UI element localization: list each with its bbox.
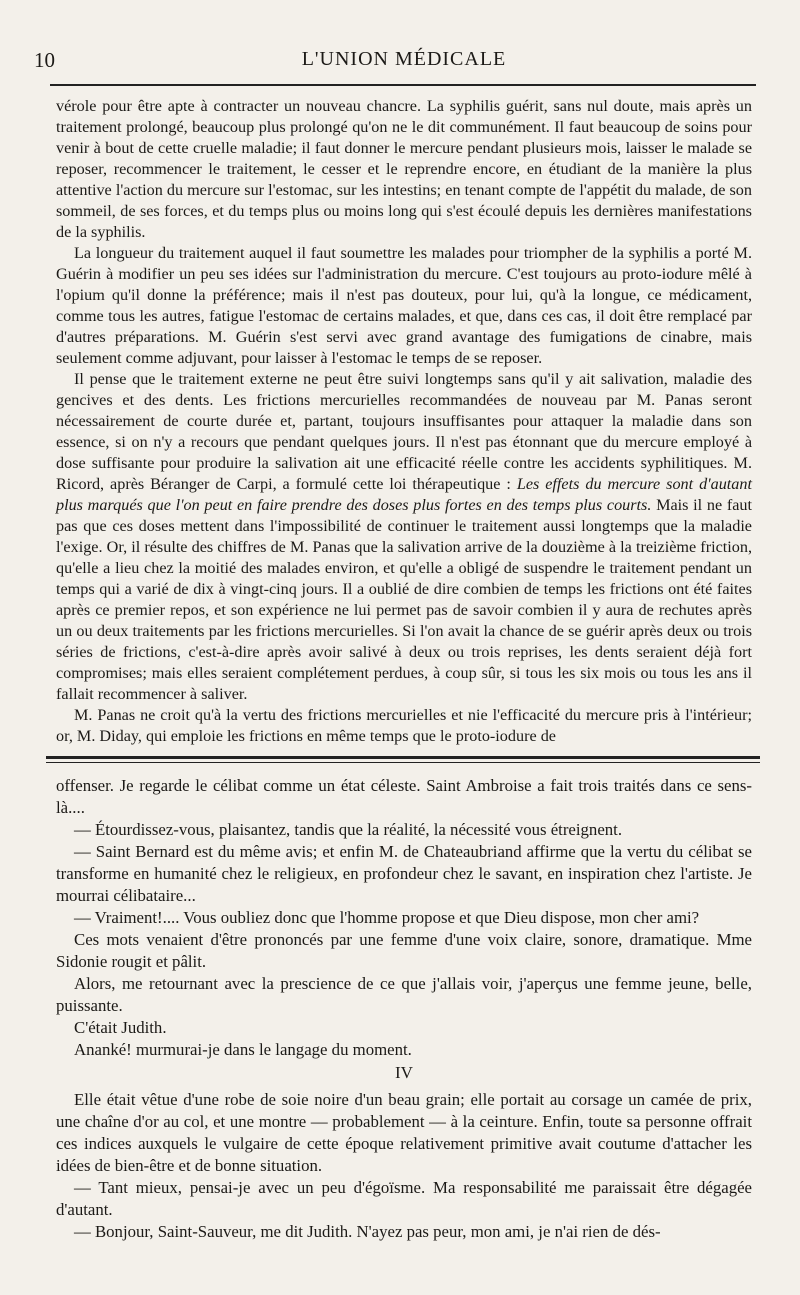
feuilleton-paragraph: offenser. Je regarde le célibat comme un état céleste. Saint Ambroise a fait trois traités dans ce sens-là.... xyxy=(56,776,752,817)
feuilleton-paragraph: — Étourdissez-vous, plaisantez, tandis que la réalité, la nécessité vous étreignent. xyxy=(74,820,623,839)
article-paragraph-text: Il pense que le traitement externe ne peut être suivi longtemps sans qu'il y ait salivation, maladie des gencives et des dents. Les frictions mercurielles recommandées de nouveau par M. Panas seront nécessairement de courte durée et, partant, toujours insuffisantes pour attaquer la maladie dans son essence, si on n'y a recours que pendant quelques jours. Il n'est pas étonnant que du mercure employé à dose suffisante pour produire la salivation ait une efficacité réelle contre les accidents syphilitiques. M. Ricord, après Béranger de Carpi, a formulé cette loi thérapeutique : xyxy=(56,370,752,493)
feuilleton-section xyxy=(56,775,752,1243)
article-paragraph-continuation: Mais il ne faut pas que ces doses mettent dans l'impossibilité de continuer le traitement aussi longtemps que la maladie l'exige. Or, il résulte des chiffres de M. Panas que la salivation arrive de la douzième à la treizième friction, qu'elle a lieu chez la moitié des malades environ, et qu'elle a obligé de suspendre le traitement pendant un temps qui a varié de dix à vingt-cinq jours. Il a oublié de dire combien de temps les frictions ont été faites après ce premier repos, et son expérience ne lui permet pas de savoir combien il y aura de rechutes après un ou deux traitements par les frictions mercurielles. Si l'on avait la chance de se guérir après deux ou trois séries de frictions, c'est-à-dire après avoir salivé à deux ou trois reprises, les dents seraient déjà fort compromises; mais elles seraient complétement perdues, à coup sûr, si tous les six mois ou tous les ans il fallait recommencer à saliver. xyxy=(56,496,752,703)
feuilleton-paragraph: — Saint Bernard est du même avis; et enfin M. de Chateaubriand affirme que la vertu du célibat se transforme en humanité chez le religieux, en profondeur chez le savant, en inspiration chez l'artiste. Je mourrai célibataire... xyxy=(56,842,752,905)
feuilleton-paragraph: Ces mots venaient d'être prononcés par une femme d'une voix claire, sonore, dramatique. Mme Sidonie rougit et pâlit. xyxy=(56,930,752,971)
feuilleton-paragraph: Elle était vêtue d'une robe de soie noire d'un beau grain; elle portait au corsage un camée de prix, une chaîne d'or au col, et une montre — probablement — à la ceinture. Enfin, toute sa personne offrait ces indices auxquels le vulgaire de cette époque relativement primitive avait coutume d'attacher les idées de bien-être et de bonne situation. xyxy=(56,1090,752,1175)
feuilleton-paragraph: Alors, me retournant avec la prescience de ce que j'allais voir, j'aperçus une femme jeune, belle, puissante. xyxy=(56,974,752,1015)
feuilleton-separator xyxy=(46,756,760,763)
article-paragraph: M. Panas ne croit qu'à la vertu des frictions mercurielles et nie l'efficacité du mercure pris à l'intérieur; or, M. Diday, qui emploie les frictions en même temps que le proto-iodure de xyxy=(56,706,752,745)
feuilleton-paragraph: Ananké! murmurai-je dans le langage du moment. xyxy=(74,1040,412,1059)
article-paragraph: La longueur du traitement auquel il faut soumettre les malades pour triompher de la syphilis a porté M. Guérin à modifier un peu ses idées sur l'administration du mercure. C'est toujours au proto-iodure mêlé à l'opium qu'il donne la préférence; mais il n'est pas douteux, pour lui, qu'à la longue, ce médicament, comme tous les autres, fatigue l'estomac de certains malades, et que, dans ces cas, il doit être remplacé par d'autres préparations. M. Guérin s'est servi avec grand avantage des fumigations de cinabre, mais seulement comme adjuvant, pour laisser à l'estomac le temps de se reposer. xyxy=(56,244,752,367)
page-number: 10 xyxy=(34,48,55,72)
feuilleton-paragraph: — Tant mieux, pensai-je avec un peu d'égoïsme. Ma responsabilité me paraissait être dégagée d'autant. xyxy=(56,1178,752,1219)
page-header xyxy=(34,42,752,76)
feuilleton-paragraph: C'était Judith. xyxy=(74,1018,167,1037)
chapter-heading: IV xyxy=(395,1063,413,1082)
therapeutic-law-quote: Les effets du mercure sont d'autant plus marqués que l'on peut en faire prendre des doses plus fortes en des temps plus courts. xyxy=(56,475,752,514)
medical-article xyxy=(56,96,752,747)
article-paragraph xyxy=(56,369,752,705)
feuilleton-paragraph: — Vraiment!.... Vous oubliez donc que l'homme propose et que Dieu dispose, mon cher ami? xyxy=(74,908,700,927)
header-rule xyxy=(50,84,756,86)
feuilleton-paragraph: — Bonjour, Saint-Sauveur, me dit Judith. N'ayez pas peur, mon ami, je n'ai rien de dés- xyxy=(74,1222,661,1241)
article-paragraph: vérole pour être apte à contracter un nouveau chancre. La syphilis guérit, sans nul doute, mais après un traitement prolongé, beaucoup plus prolongé qu'on ne le dit communément. Il faut beaucoup de soins pour venir à bout de cette cruelle maladie; il faut donner le mercure pendant plusieurs mois, laisser le malade se reposer, recommencer le traitement, le cesser et le reprendre encore, en étudiant de la manière la plus attentive l'action du mercure sur l'estomac, sur les intestins; en tenant compte de l'appétit du malade, de son sommeil, de ses forces, et du temps plus ou moins long qui s'est écoulé depuis les dernières manifestations de la syphilis. xyxy=(56,97,752,241)
running-title: L'UNION MÉDICALE xyxy=(301,48,507,70)
